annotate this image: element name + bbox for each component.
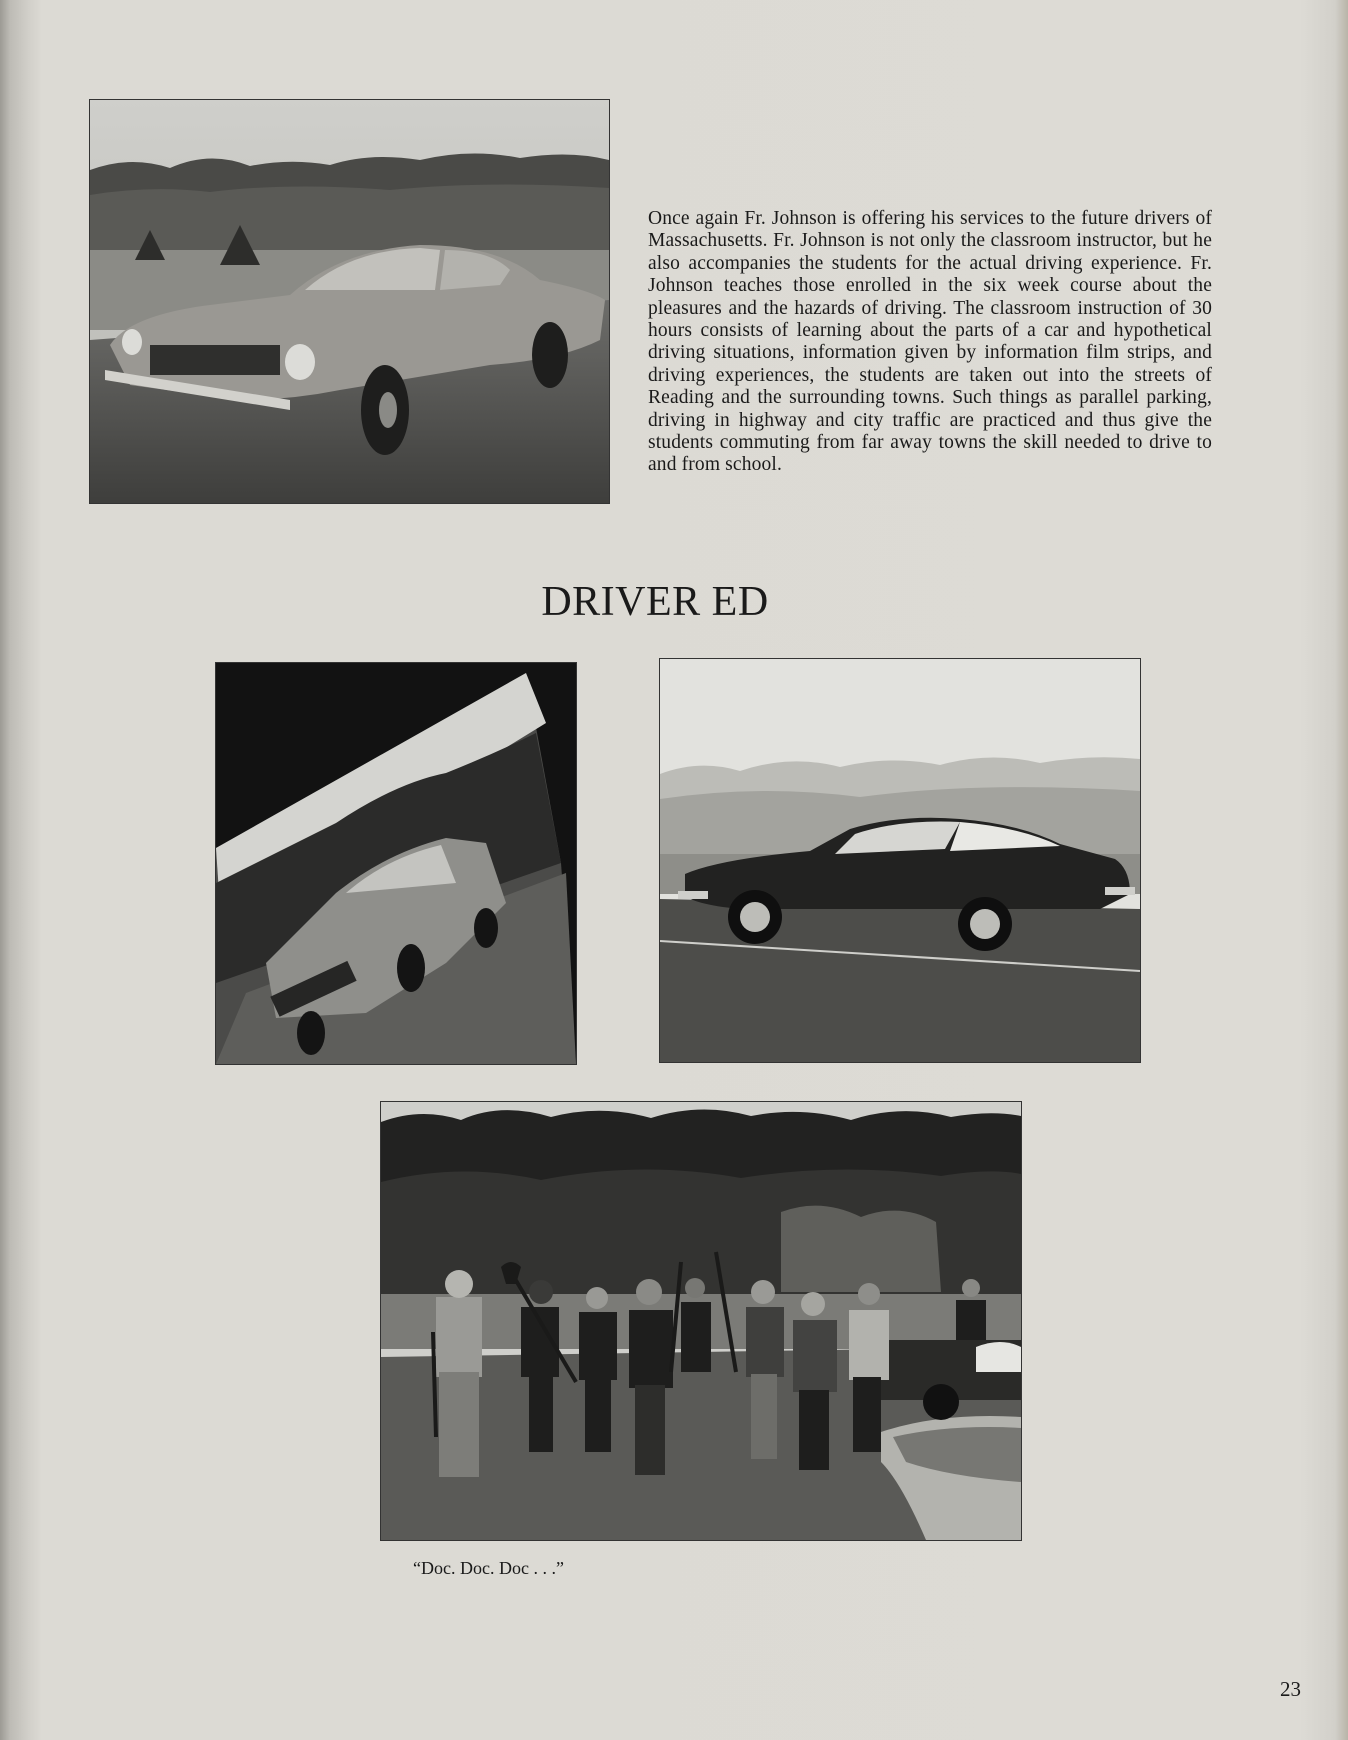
page-title: DRIVER ED — [541, 579, 769, 625]
binding-shadow — [0, 0, 42, 1740]
photo-sedan — [89, 99, 610, 504]
photo-coupe — [659, 658, 1141, 1063]
photo-tilted-car — [215, 662, 577, 1065]
page-number: 23 — [1280, 1677, 1301, 1701]
photo-caption: “Doc. Doc. Doc . . .” — [413, 1558, 564, 1578]
article-body: Once again Fr. Johnson is offering his services to the future drivers of Massachusetts. Fr. Johnson is not only the classroom instructor, but he also accompanies the students for the actual driving experience. Fr. Johnson teaches those enrolled in the six week course about the pleasures and the hazards of driving. The classroom instruction of 30 hours consists of learning about the parts of a car and hypothetical driving situations, information given by information film strips, and driving experiences, the students are taken out into the streets of Reading and the surrounding towns. Such things as parallel parking, driving in highway and city traffic are practiced and thus give the students commuting from far away towns the skill needed to drive to and from school. — [648, 208, 1212, 476]
photo-students-group — [380, 1101, 1022, 1541]
